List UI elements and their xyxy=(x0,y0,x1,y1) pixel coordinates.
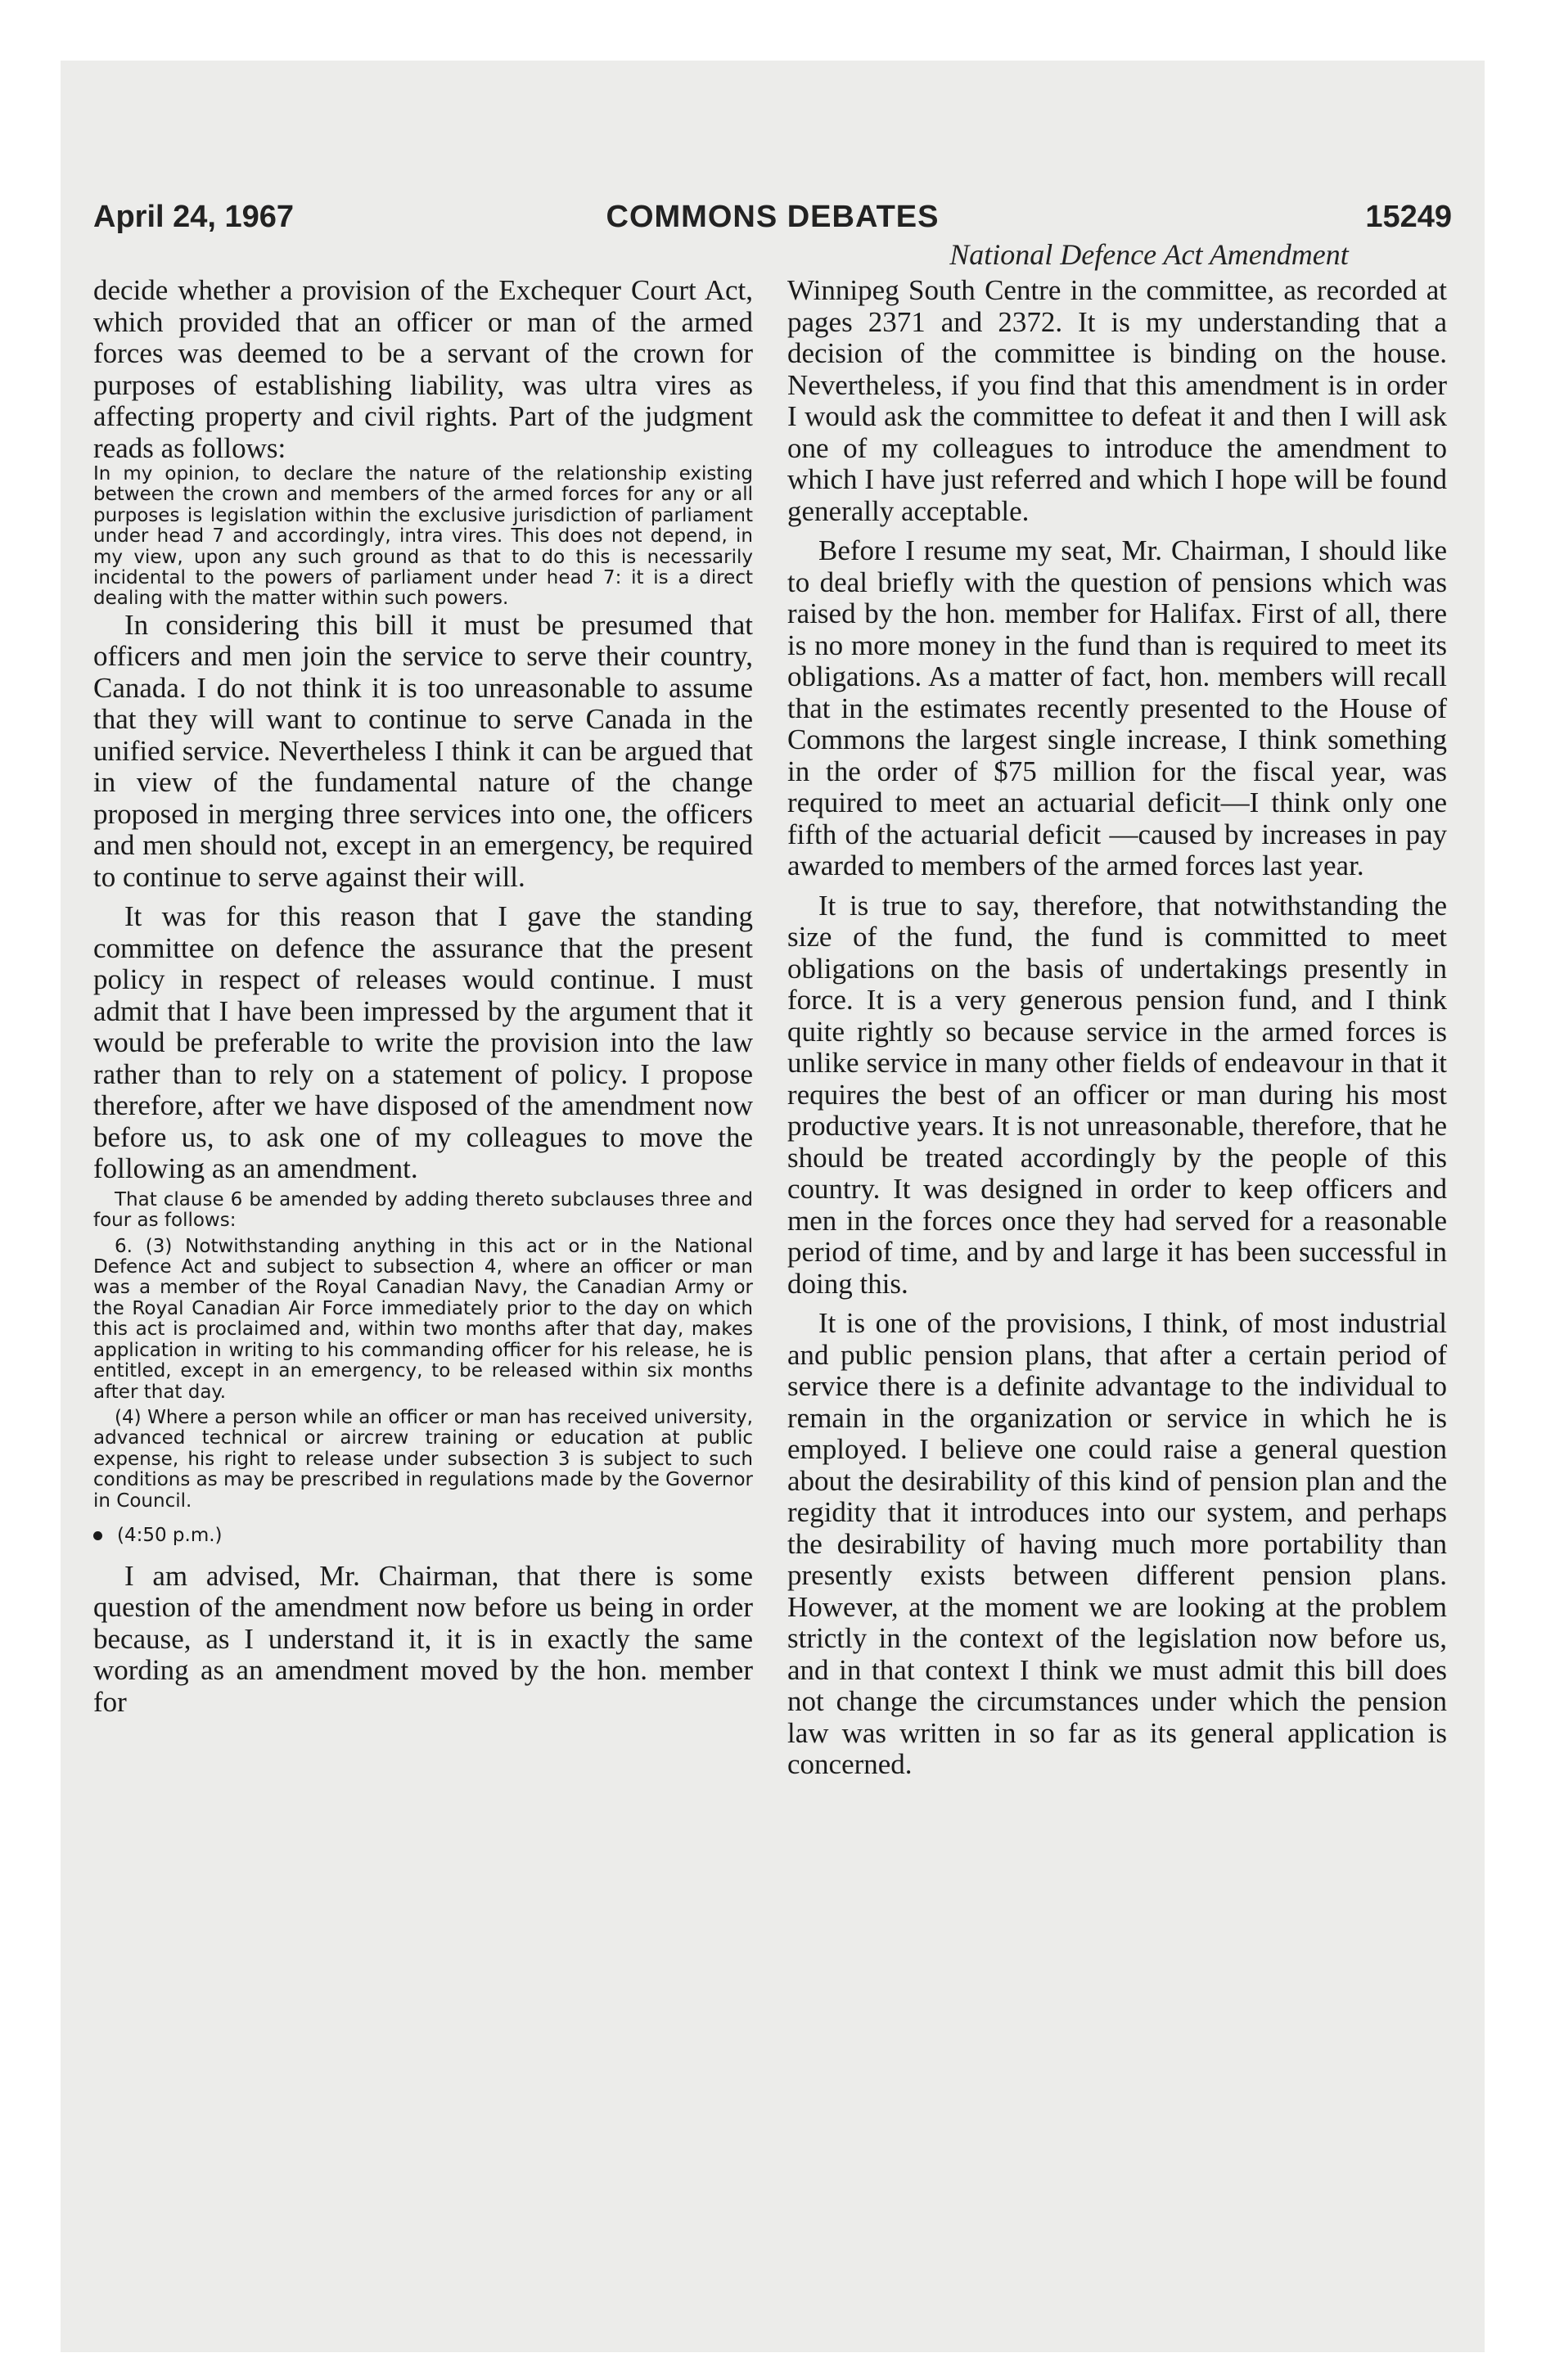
paragraph: In considering this bill it must be presumed that officers and men join the service to serve their country, Canada. I do not think it is too unreasonable to assume that they will want to continue to serve Canada in the unified service. Nevertheless I think it can be argued that in view of the fundamental nature of the change proposed in merging three services into one, the officers and men should not, except in an emergency, be required to continue to serve against their will. xyxy=(93,608,753,893)
header-page-number: 15249 xyxy=(1365,200,1452,234)
paragraph: decide whether a provision of the Exchequer Court Act, which provided that an officer or man of the armed forces was deemed to be a servant of the crown for purposes of establishing liability, was ultra vires as affecting property and civil rights. Part of the judgment reads as follows: xyxy=(93,274,753,464)
block-quote: 6. (3) Notwithstanding anything in this act or in the National Defence Act and subject to subsection 4, where an officer or man was a member of the Royal Canadian Navy, the Canadian Army or the Royal Canadian Air Force immediately prior to the day on which this act is proclaimed and, within two months after that day, makes application in writing to his commanding officer for his release, he is entitled, except in an emergency, to be released within six months after that day. xyxy=(93,1235,753,1403)
bullet-icon xyxy=(93,1531,102,1540)
paragraph: It was for this reason that I gave the standing committee on defence the assurance that the present policy in respect of releases would continue. I must admit that I have been impressed by the argument that it would be preferable to write the provision into the law rather than to rely on a statement of policy. I propose therefore, after we have disposed of the amendment now before us, to ask one of my colleagues to move the following as an amendment. xyxy=(93,900,753,1185)
header-date: April 24, 1967 xyxy=(93,200,295,234)
page-header xyxy=(93,200,1452,241)
section-heading: National Defence Act Amendment xyxy=(949,238,1349,271)
left-column xyxy=(93,275,753,1718)
timestamp xyxy=(93,1523,753,1548)
block-quote: That clause 6 be amended by adding thereto subclauses three and four as follows: xyxy=(93,1188,753,1232)
right-column xyxy=(787,275,1447,1781)
paragraph: Winnipeg South Centre in the committee, as recorded at pages 2371 and 2372. It is my understanding that a decision of the committee is binding on the house. Nevertheless, if you find that this amendment is in order I would ask the committee to defeat it and then I will ask one of my colleagues to introduce the amendment to which I have just referred and which I hope will be found generally acceptable. xyxy=(787,274,1447,527)
timestamp-text: (4:50 p.m.) xyxy=(117,1524,223,1546)
document-page xyxy=(61,61,1485,2352)
paragraph: It is one of the provisions, I think, of most industrial and public pension plans, that after a certain period of service there is a definite advantage to the individual to remain in the organization or service in which he is employed. I believe one could raise a general question about the desirability of this kind of pension plan and the regidity that it introduces into our system, and perhaps the desirability of having much more portability than presently exists between different pension plans. However, at the moment we are looking at the problem strictly in the context of the legislation now before us, and in that context I think we must admit this bill does not change the circumstances under which the pension law was written in so far as its general application is concerned. xyxy=(787,1307,1447,1780)
block-quote: In my opinion, to declare the nature of the relationship existing between the crown and members of the armed forces for any or all purposes is legislation within the exclusive jurisdiction of parliament under head 7 and accordingly, intra vires. This does not depend, in my view, upon any such ground as that to do this is necessarily incidental to the powers of parliament under head 7: it is a direct dealing with the matter within such powers. xyxy=(93,463,753,610)
paragraph: Before I resume my seat, Mr. Chairman, I should like to deal briefly with the question of pensions which was raised by the hon. member for Halifax. First of all, there is no more money in the fund than is required to meet its obligations. As a matter of fact, hon. members will recall that in the estimates recently presented to the House of Commons the largest single increase, I think something in the order of $75 million for the fiscal year, was required to meet an actuarial deficit—I think only one fifth of the actuarial deficit —caused by increases in pay awarded to members of the armed forces last year. xyxy=(787,534,1447,881)
header-title: COMMONS DEBATES xyxy=(606,200,940,234)
paragraph: I am advised, Mr. Chairman, that there is some question of the amendment now before us being in order because, as I understand it, it is in exactly the same wording as an amendment moved by the hon. member for xyxy=(93,1559,753,1718)
paragraph: It is true to say, therefore, that notwithstanding the size of the fund, the fund is committed to meet obligations on the basis of undertakings presently in force. It is a very generous pension fund, and I think quite rightly so because service in the armed forces is unlike service in many other fields of endeavour in that it requires the best of an officer or man during his most productive years. It is not unreasonable, therefore, that he should be treated accordingly by the people of this country. It was designed in order to keep officers and men in the forces once they had served for a reasonable period of time, and by and large it has been successful in doing this. xyxy=(787,889,1447,1300)
block-quote: (4) Where a person while an officer or man has received university, advanced technical or aircrew training or education at public expense, his right to release under subsection 3 is subject to such conditions as may be prescribed in regulations made by the Governor in Council. xyxy=(93,1406,753,1512)
